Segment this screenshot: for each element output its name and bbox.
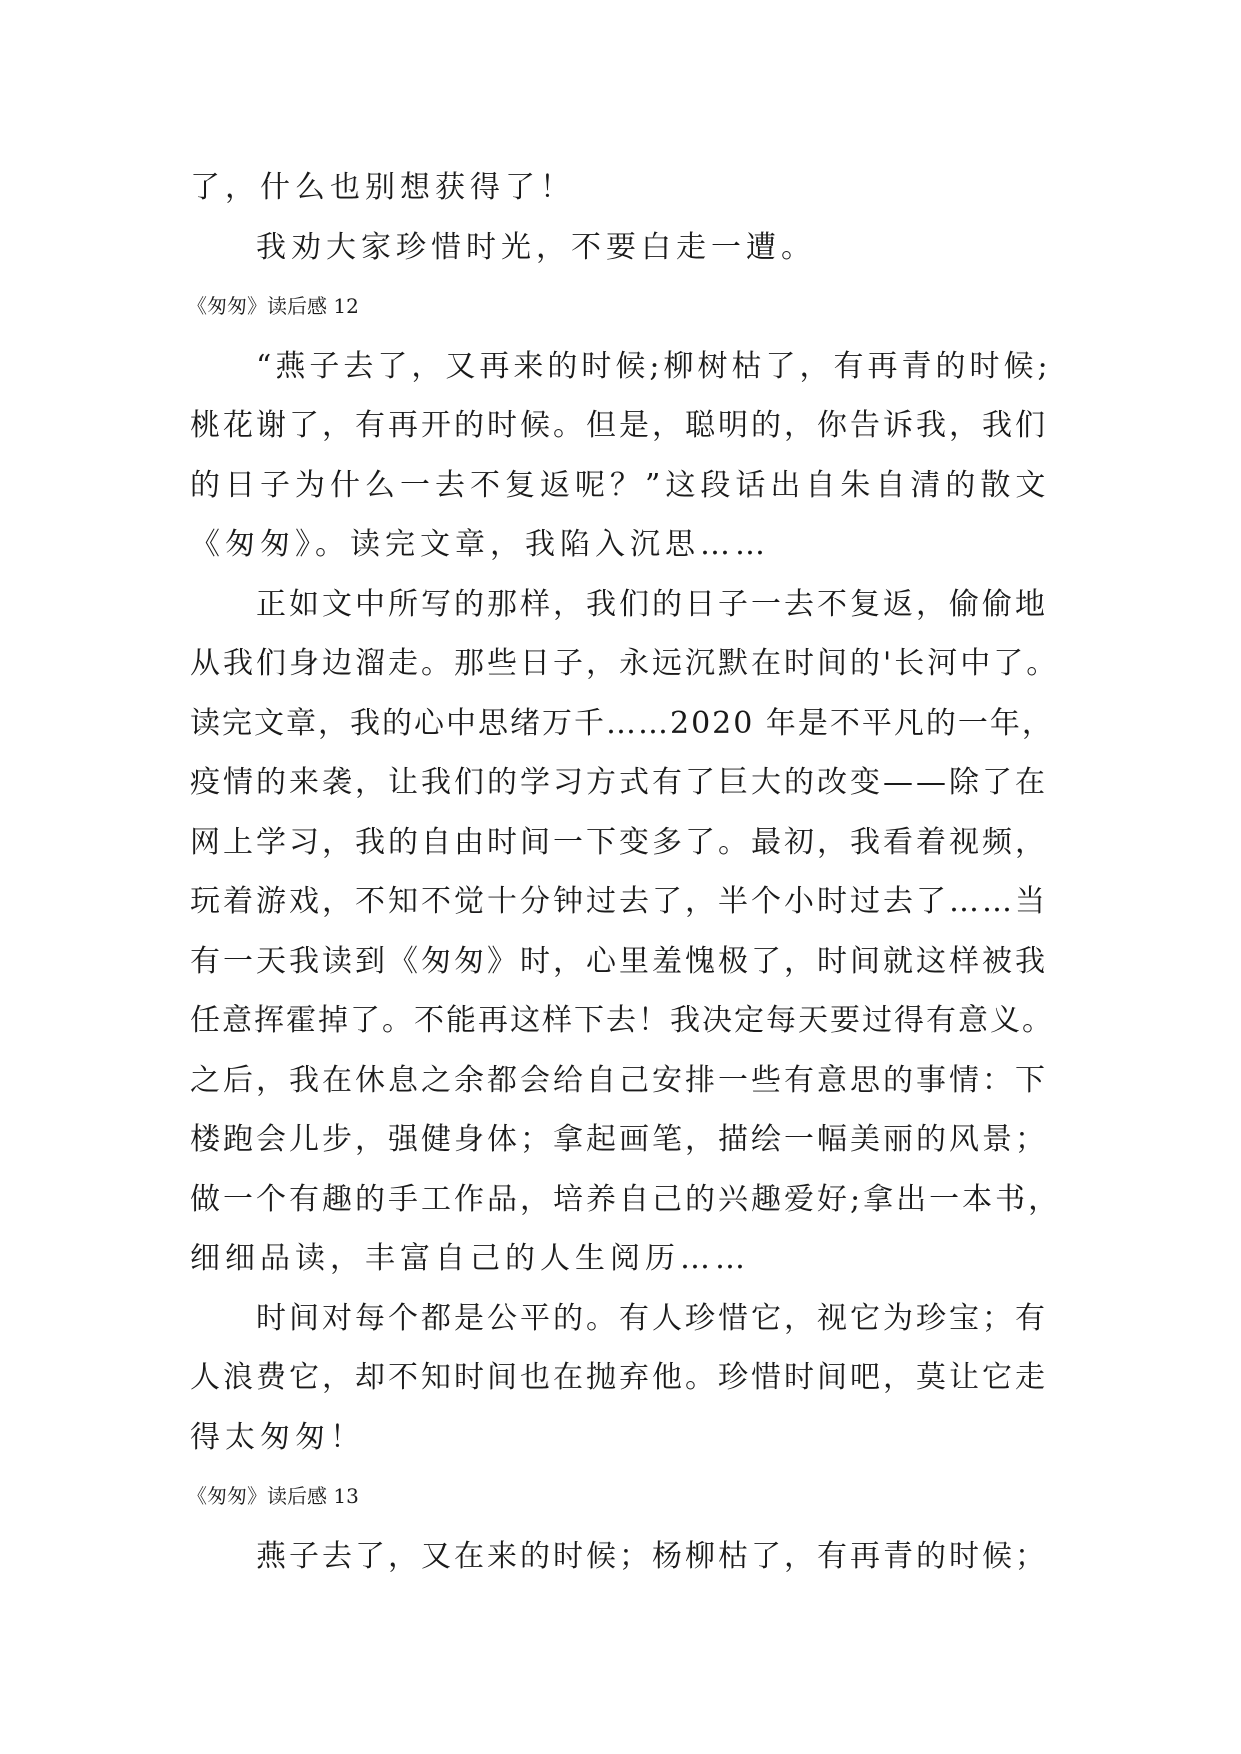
paragraph-line: 有一天我读到《匆匆》时，心里羞愧极了，时间就这样被我: [190, 943, 1048, 979]
paragraph-line: “燕子去了，又再来的时候;柳树枯了，有再青的时候;: [256, 348, 1052, 384]
paragraph-line: 《匆匆》。读完文章，我陷入沉思……: [190, 527, 770, 562]
paragraph-line: 人浪费它，却不知时间也在抛弃他。珍惜时间吧，莫让它走: [190, 1360, 1048, 1395]
paragraph-line: 网上学习，我的自由时间一下变多了。最初，我看着视频，: [190, 824, 1048, 860]
paragraph-line: 疫情的来袭，让我们的学习方式有了巨大的改变——除了在: [190, 765, 1048, 800]
paragraph-line: 时间对每个都是公平的。有人珍惜它，视它为珍宝；有: [256, 1300, 1048, 1336]
document-body: [187, 158, 1070, 1586]
paragraph-line: 玩着游戏，不知不觉十分钟过去了，半个小时过去了……当: [190, 884, 1048, 919]
paragraph-line: 读完文章，我的心中思绪万千……2020 年是不平凡的一年，: [190, 705, 1054, 741]
paragraph-line: 从我们身边溜走。那些日子，永远沉默在时间的'长河中了。: [190, 646, 1060, 681]
paragraph-line: 的日子为什么一去不复返呢？”这段话出自朱自清的散文: [190, 467, 1051, 503]
section-heading: 《匆匆》读后感 12: [187, 294, 359, 318]
paragraph-line: 了，什么也别想获得了！: [190, 170, 575, 205]
paragraph-line: 之后，我在休息之余都会给自己安排一些有意思的事情：下: [190, 1062, 1048, 1098]
paragraph-line: 燕子去了，又在来的时候；杨柳枯了，有再青的时候；: [256, 1538, 1048, 1574]
paragraph-line: 正如文中所写的那样，我们的日子一去不复返，偷偷地: [256, 586, 1048, 622]
paragraph-line: 桃花谢了，有再开的时候。但是，聪明的，你告诉我，我们: [190, 408, 1048, 443]
paragraph-line: 任意挥霍掉了。不能再这样下去！我决定每天要过得有意义。: [190, 1003, 1054, 1038]
paragraph-line: 做一个有趣的手工作品，培养自己的兴趣爱好;拿出一本书，: [190, 1181, 1062, 1217]
paragraph-line: 我劝大家珍惜时光，不要白走一遭。: [256, 229, 816, 265]
section-heading: 《匆匆》读后感 13: [187, 1484, 359, 1508]
paragraph-line: 细细品读，丰富自己的人生阅历……: [190, 1241, 750, 1276]
paragraph-line: 得太匆匆！: [190, 1419, 365, 1455]
paragraph-line: 楼跑会儿步，强健身体；拿起画笔，描绘一幅美丽的风景；: [190, 1122, 1048, 1157]
